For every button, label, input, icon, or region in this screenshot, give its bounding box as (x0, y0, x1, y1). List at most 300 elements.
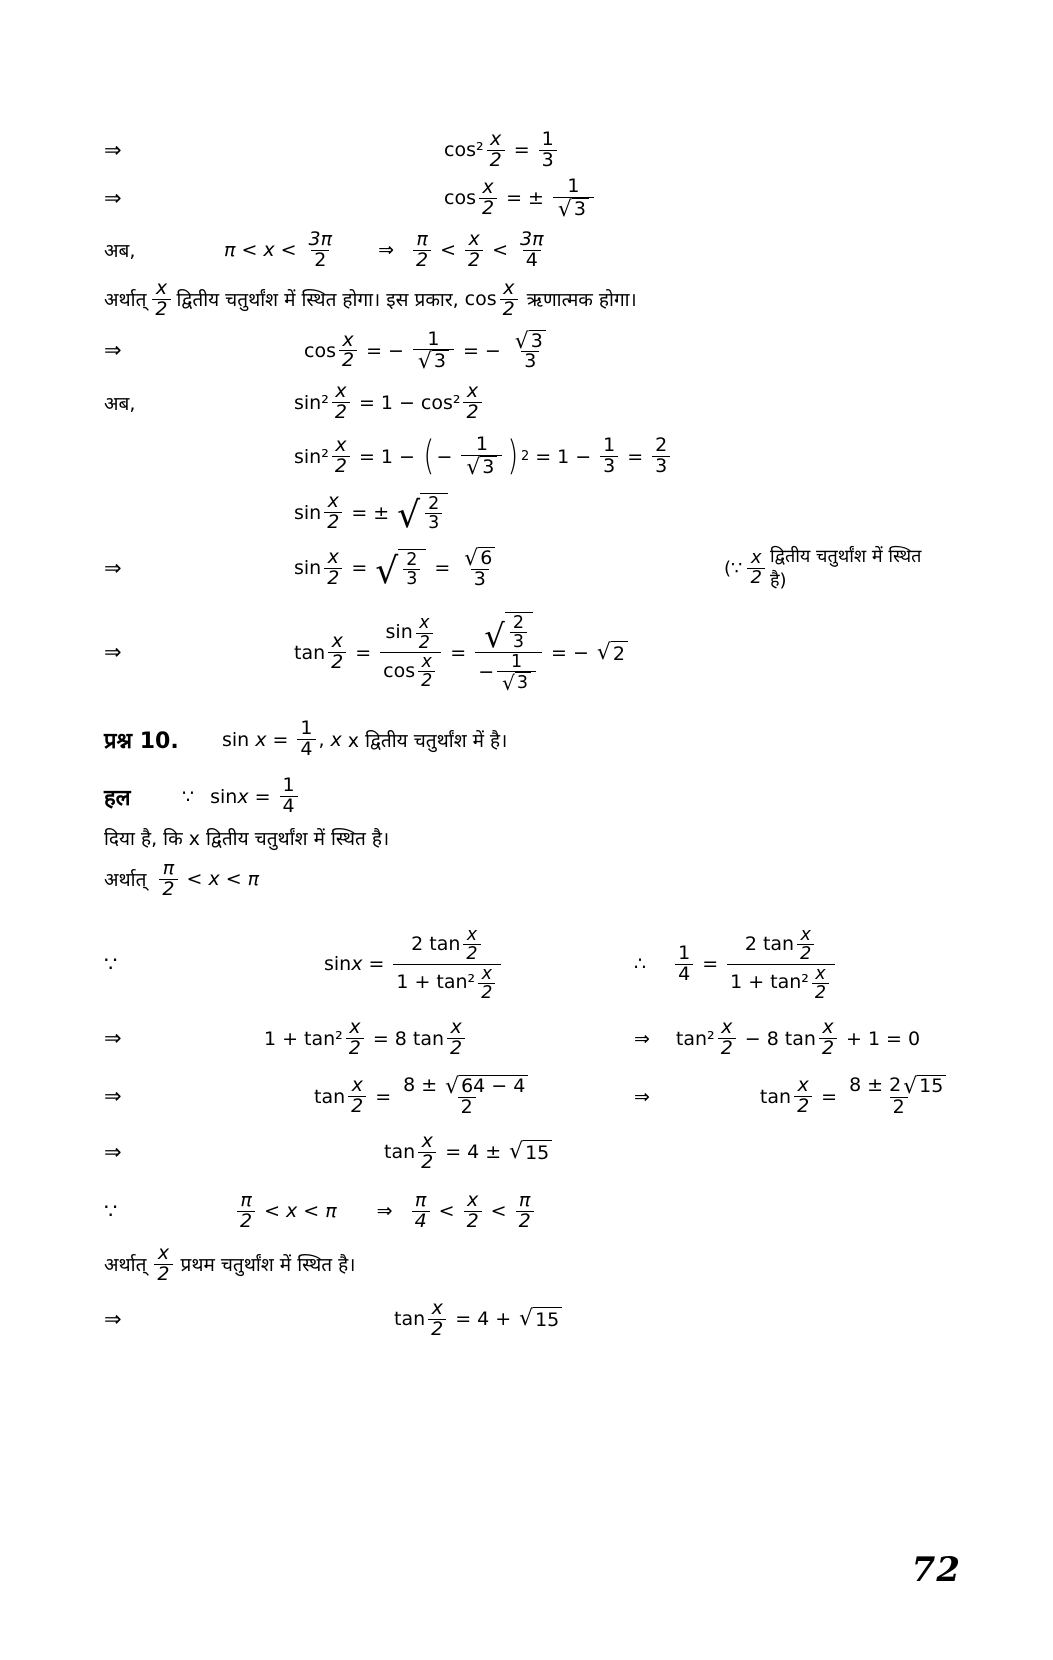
question-label: प्रश्न 10. (104, 728, 179, 754)
variable-x: x (208, 868, 220, 891)
denominator: 2 (413, 250, 431, 271)
equation-tan-value (294, 612, 630, 693)
denominator: 2 (332, 402, 350, 423)
range-pi-x (224, 227, 550, 271)
radical-icon: √ (502, 670, 515, 695)
radical-icon: √ (375, 550, 399, 593)
cos: cos (383, 659, 416, 682)
solution-heading (104, 776, 924, 817)
radicand: 3 (572, 198, 589, 220)
numerator: 1 (300, 717, 313, 740)
sin: sin (294, 557, 322, 580)
numerator (742, 926, 820, 964)
radical-icon: √ (509, 1139, 524, 1165)
denominator: 2 (348, 1096, 366, 1117)
eight: 8 (766, 1027, 779, 1050)
denominator: 2 (516, 1211, 534, 1232)
denominator: 2 (328, 652, 346, 673)
numerator: x (327, 546, 339, 568)
numerator (400, 1074, 533, 1100)
implies-symbol: ⇒ (104, 339, 122, 363)
numerator: 1 (427, 327, 440, 350)
four: 4 (467, 1141, 480, 1164)
denominator: 2 (324, 512, 342, 533)
plus-minus: ± (373, 501, 390, 524)
denominator: 2 (797, 944, 814, 963)
pi: π (325, 1200, 337, 1223)
equals: = (272, 728, 289, 751)
numerator: x (822, 1016, 834, 1039)
numerator: 1 (511, 651, 523, 672)
solution-step-2 (104, 1018, 924, 1059)
radical-icon: √ (596, 639, 611, 665)
minus: − (575, 445, 592, 468)
question-text: x द्वितीय चतुर्थांश में है। (347, 729, 508, 752)
equals: = (372, 1027, 389, 1050)
less-than: < (303, 1200, 320, 1223)
equation-cos-half-x (444, 174, 597, 222)
sentence-tail: ऋणात्मक होगा। (526, 289, 637, 312)
equals: = (351, 557, 368, 580)
page-number: 72 (911, 1550, 961, 1590)
numerator: x (503, 276, 515, 299)
less-than: < (440, 239, 457, 262)
denominator: 3 (403, 569, 420, 588)
equals: = (702, 953, 719, 976)
numerator: x (815, 963, 826, 984)
denominator: 2 (311, 250, 329, 271)
equals: = (821, 1085, 838, 1108)
sentence-body: द्वितीय चतुर्थांश में स्थित होगा। इस प्रकार, (176, 289, 459, 312)
equals: = (366, 339, 382, 362)
equals: = (355, 641, 372, 664)
denominator: 4 (412, 1211, 430, 1232)
denominator: 2 (794, 1096, 812, 1117)
one: 1 (380, 445, 393, 468)
plus-minus: ± (485, 1141, 502, 1164)
denominator: 2 (500, 299, 518, 320)
equals: = (434, 557, 451, 580)
implies-symbol: ⇒ (104, 1027, 122, 1051)
plus: + (846, 1027, 862, 1050)
numerator: 2 (655, 434, 668, 457)
because-symbol: ∵ (104, 1199, 118, 1223)
implies-symbol: ⇒ (376, 1200, 393, 1223)
numerator: x (450, 1016, 462, 1039)
right-paren: ) (507, 432, 519, 479)
denominator (380, 652, 441, 691)
denominator: 2 (339, 350, 357, 371)
eight: 8 (849, 1074, 862, 1097)
tan: tan (429, 932, 461, 955)
radical-icon: √ (484, 617, 505, 656)
numerator: 3π (308, 227, 333, 250)
less-than: < (438, 1200, 455, 1223)
numerator (479, 612, 538, 656)
because-symbol: ∵ (731, 557, 743, 579)
solution-conclusion (104, 1241, 924, 1285)
math-step-8 (104, 546, 924, 593)
equation-quadratic-formula (314, 1075, 536, 1118)
denominator: 4 (675, 964, 693, 985)
less-than: < (241, 239, 258, 262)
one: 1 (396, 971, 409, 994)
radicand: 15 (523, 1140, 552, 1164)
minus: − (398, 391, 415, 414)
denominator: 2 (458, 1097, 476, 1118)
given-text: दिया है, कि x द्वितीय चतुर्थांश में स्थित है। (104, 828, 390, 850)
one: 1 (730, 971, 743, 994)
equals: = (358, 391, 375, 414)
radicand: 3 (480, 456, 497, 478)
denominator: 2 (463, 944, 480, 963)
eight: 8 (394, 1027, 407, 1050)
denominator: 2 (890, 1097, 908, 1118)
implies-symbol: ⇒ (634, 1085, 650, 1108)
denominator: 2 (332, 456, 350, 477)
numerator: x (468, 227, 480, 250)
numerator: π (416, 227, 428, 250)
math-step-9 (104, 612, 924, 693)
minus: − (398, 445, 415, 468)
variable-x: x (237, 785, 249, 808)
sin: sin (210, 785, 238, 808)
less-than: < (225, 868, 242, 891)
radical-icon: √ (445, 1074, 460, 1100)
denominator: 2 (487, 150, 505, 171)
page-content (104, 128, 944, 1346)
tan-squared: tan² (436, 971, 476, 994)
open-paren: ( (724, 557, 732, 579)
numerator: 2 (512, 612, 524, 633)
implies-symbol: ⇒ (104, 641, 122, 665)
radicand: 64 − 4 (459, 1075, 528, 1097)
tan-squared: tan² (770, 971, 809, 994)
cos-squared: cos² (420, 391, 461, 414)
radical-icon: √ (466, 455, 481, 481)
numerator: x (335, 434, 347, 457)
numerator: 2 (406, 549, 418, 570)
math-step-3-range (104, 227, 924, 271)
tan: tan (314, 1085, 346, 1108)
numerator (510, 330, 551, 352)
denominator: 3 (539, 150, 557, 171)
equals: = (627, 445, 644, 468)
tan: tan (784, 1027, 816, 1050)
label-ab: अब, (104, 392, 136, 415)
therefore-symbol: ∴ (634, 953, 647, 976)
numerator: 1 (603, 434, 616, 457)
denominator (475, 652, 542, 694)
because-symbol: ∵ (104, 952, 118, 976)
radical-icon: √ (903, 1074, 918, 1100)
equals: = (368, 953, 385, 976)
denominator: 4 (297, 739, 315, 760)
tan: tan (384, 1141, 416, 1164)
solution-final-answer (104, 1296, 924, 1340)
solution-step-1 (104, 926, 924, 1002)
denominator: 2 (324, 568, 342, 589)
label-arthat: अर्थात् (104, 1254, 147, 1277)
denominator: 2 (464, 1211, 482, 1232)
minus: − (388, 339, 404, 362)
tan-squared: tan² (675, 1027, 715, 1050)
implies-symbol: ⇒ (634, 1027, 650, 1050)
equals: = (254, 785, 271, 808)
radical-icon: √ (519, 1306, 534, 1332)
math-step-1 (104, 130, 924, 171)
zero: 0 (907, 1027, 921, 1050)
plus: + (414, 971, 431, 994)
two: 2 (744, 932, 757, 955)
numerator: x (466, 380, 479, 403)
radical-icon: √ (417, 349, 432, 375)
numerator: 2 (428, 493, 440, 514)
numerator: x (157, 1241, 170, 1264)
plus-minus: ± (528, 187, 544, 210)
numerator (408, 926, 486, 964)
radicand: 15 (533, 1307, 562, 1331)
equation-simplified-root (760, 1075, 954, 1118)
denominator: 3 (600, 456, 618, 477)
equation-cos-negative (304, 327, 554, 375)
numerator: x (490, 128, 502, 150)
denominator: 2 (447, 1038, 465, 1059)
range-half-x (234, 1188, 537, 1232)
denominator: 2 (159, 879, 177, 900)
solution-final-range (104, 1188, 924, 1232)
equation-sin2-evaluated (294, 432, 673, 481)
plus-minus: ± (421, 1074, 438, 1097)
variable-x: x (255, 728, 267, 751)
denominator: 2 (465, 250, 483, 271)
denominator: 2 (428, 1319, 446, 1340)
numerator: π (240, 1188, 252, 1211)
implies-symbol: ⇒ (378, 239, 395, 262)
numerator: 1 (541, 128, 554, 150)
radicand: 2 (611, 641, 628, 665)
numerator (383, 614, 439, 652)
denominator: 2 (478, 983, 495, 1002)
denominator (413, 349, 454, 375)
numerator: x (327, 490, 339, 513)
denominator: 3 (510, 632, 527, 651)
two: 2 (889, 1074, 902, 1097)
solution-line-range (104, 859, 924, 900)
numerator: x (349, 1016, 361, 1039)
numerator: x (721, 1016, 733, 1039)
implies-symbol: ⇒ (104, 1140, 122, 1164)
denominator: 3 (425, 513, 442, 532)
denominator: 2 (152, 299, 170, 320)
denominator (461, 455, 502, 481)
denominator: 2 (479, 198, 497, 219)
question-expression (222, 719, 507, 760)
denominator: 2 (463, 402, 481, 423)
less-than: < (492, 239, 509, 262)
implies-symbol: ⇒ (104, 1085, 122, 1109)
variable-x: x (263, 239, 275, 262)
numerator: π (518, 1188, 531, 1211)
numerator: x (335, 380, 347, 403)
eight: 8 (403, 1074, 416, 1097)
numerator: x (750, 547, 762, 569)
minus: − (744, 1027, 761, 1050)
denominator (497, 671, 536, 693)
tan: tan (412, 1027, 445, 1050)
denominator: 2 (418, 671, 435, 690)
minus: − (436, 445, 453, 468)
minus: − (478, 660, 495, 683)
minus: − (572, 641, 589, 664)
plus: + (282, 1027, 299, 1050)
numerator: x (351, 1074, 363, 1097)
denominator (727, 964, 835, 1003)
solution-step-4 (104, 1132, 924, 1173)
less-than: < (490, 1200, 507, 1223)
math-step-6 (104, 432, 924, 481)
implies-symbol: ⇒ (104, 1307, 122, 1331)
one: 1 (557, 445, 570, 468)
equals: = (375, 1085, 392, 1108)
math-step-5 (104, 382, 924, 423)
numerator: 1 (282, 774, 295, 797)
implies-symbol: ⇒ (104, 186, 122, 210)
math-step-4 (104, 327, 924, 375)
less-than: < (280, 239, 297, 262)
numerator: 1 (475, 433, 488, 456)
label-arthat: अर्थात् (104, 289, 147, 312)
less-than: < (264, 1200, 281, 1223)
less-than: < (186, 868, 203, 891)
radicand: 6 (478, 547, 495, 569)
tan: tan (394, 1308, 426, 1331)
cos: cos (464, 288, 497, 311)
equals: = (506, 187, 522, 210)
tan: tan (762, 932, 795, 955)
equation-quarter-equals (672, 926, 838, 1002)
radicand: 3 (515, 672, 531, 692)
one: 1 (264, 1027, 277, 1050)
radical-icon: √ (397, 494, 421, 537)
sin-squared: sin² (294, 445, 329, 468)
numerator: 1 (567, 174, 580, 197)
numerator: x (481, 963, 492, 984)
cos: cos (304, 339, 336, 362)
denominator (393, 964, 501, 1003)
denominator: 2 (154, 1264, 172, 1285)
denominator: 2 (819, 1038, 837, 1059)
numerator: x (800, 924, 811, 945)
denominator (553, 197, 594, 220)
cos: cos (444, 187, 476, 210)
radical-icon: √ (514, 328, 529, 354)
numerator: x (467, 1188, 479, 1211)
note-text: द्वितीय चतुर्थांश में स्थित है) (769, 546, 922, 592)
implies-symbol: ⇒ (104, 138, 122, 162)
radicand: 15 (917, 1075, 946, 1097)
pi: π (247, 868, 260, 891)
numerator: x (419, 613, 430, 634)
numerator: x (421, 652, 432, 673)
one: 1 (380, 391, 393, 414)
equation-cos2-half-x (444, 130, 560, 171)
because-symbol: ∵ (182, 785, 195, 808)
equals: = (535, 445, 552, 468)
equation-cross-multiplied (264, 1018, 468, 1059)
tan-squared: tan² (304, 1027, 343, 1050)
denominator: 3 (471, 569, 489, 590)
equals: = (886, 1027, 902, 1050)
denominator: 4 (280, 796, 298, 817)
solution-step-3 (104, 1074, 944, 1119)
equals: = (351, 501, 368, 524)
tan: tan (294, 641, 326, 664)
radical-icon: √ (464, 546, 479, 571)
equation-sin-value (294, 546, 503, 593)
exponent-two: 2 (520, 449, 530, 465)
equals: = (462, 339, 479, 362)
four: 4 (477, 1308, 490, 1331)
variable-x: x (286, 1200, 298, 1223)
equation-sin2-identity (294, 382, 485, 423)
radicand: 3 (529, 330, 546, 352)
sin: sin (294, 501, 322, 524)
sin-squared: sin² (294, 391, 329, 414)
tan: tan (759, 1085, 792, 1108)
denominator: 2 (747, 568, 764, 588)
solution-given-expression (182, 776, 301, 817)
radicand (420, 493, 448, 533)
label-ab: अब, (104, 240, 136, 263)
denominator: 2 (237, 1211, 255, 1232)
comma: , (318, 728, 325, 751)
numerator: x (155, 276, 168, 299)
denominator: 4 (523, 250, 541, 271)
denominator: 3 (652, 456, 670, 477)
left-paren: ( (423, 432, 435, 479)
numerator: x (482, 175, 494, 198)
radicand (398, 549, 426, 589)
one: 1 (867, 1027, 881, 1050)
sin: sin (222, 728, 250, 751)
denominator: 2 (418, 1152, 436, 1173)
math-step-7 (104, 490, 924, 537)
denominator: 2 (718, 1038, 736, 1059)
variable-x: x (330, 728, 342, 751)
numerator: 3π (520, 227, 544, 250)
denominator: 3 (521, 351, 539, 372)
equals: = (513, 139, 530, 162)
plus: + (495, 1308, 512, 1331)
equation-quadratic (676, 1018, 920, 1059)
sin: sin (385, 621, 413, 644)
equals: = (450, 641, 467, 664)
denominator: 2 (416, 633, 433, 652)
solution-label: हल (104, 785, 131, 811)
implies-symbol: ⇒ (104, 556, 122, 580)
equals: = (445, 1141, 462, 1164)
numerator: π (414, 1188, 427, 1211)
radical-icon: √ (557, 196, 572, 222)
numerator (846, 1074, 951, 1100)
math-step-2 (104, 174, 924, 222)
numerator: x (421, 1130, 433, 1152)
two: 2 (411, 932, 424, 955)
label-arthat: अर्थात् (104, 869, 147, 892)
variable-x: x (351, 953, 363, 976)
numerator: x (342, 328, 354, 351)
